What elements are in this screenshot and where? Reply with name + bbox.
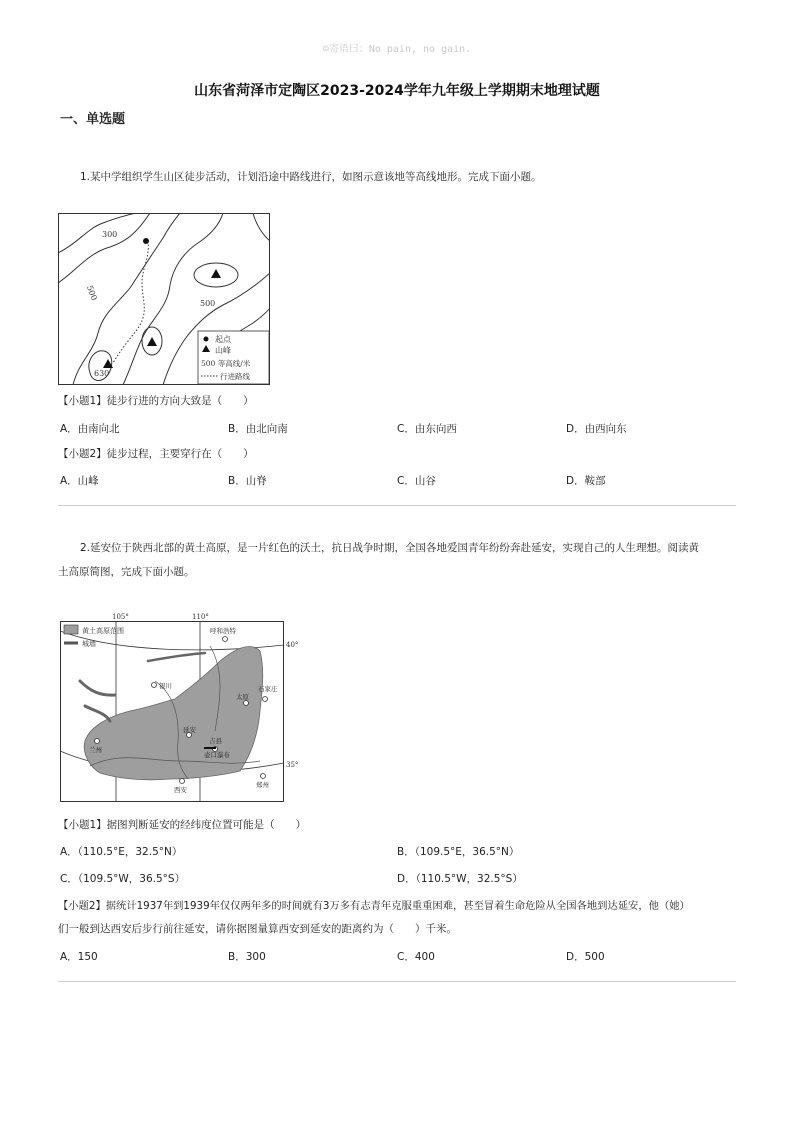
city-label: 郑州 <box>256 781 269 789</box>
q2-sub1-text: 【小题1】据图判断延安的经纬度位置可能是（ ） <box>58 819 307 831</box>
contour-label: 500 <box>200 299 216 308</box>
city-label: 延安 <box>183 726 196 734</box>
city-label: 吉县 <box>209 737 222 745</box>
q2-sub1-option-d[interactable]: D．（110.5°W，32.5°S） <box>397 873 523 885</box>
divider <box>58 981 736 982</box>
lon-label: 110° <box>192 613 209 621</box>
contour-label: 500 <box>84 284 99 302</box>
q1-sub2-option-a[interactable]: A．山峰 <box>60 475 99 487</box>
city-marker-icon <box>223 637 228 642</box>
legend-label: 黄土高原范围 <box>82 627 124 635</box>
q1-sub2-text: 【小题2】徒步过程，主要穿行在（ ） <box>58 448 254 460</box>
q2-stem-line2: 土高原简图，完成下面小题。 <box>58 566 195 578</box>
city-label: 银川 <box>159 682 172 690</box>
q2-sub2-option-b[interactable]: B．300 <box>228 951 266 963</box>
q1-sub1-option-d[interactable]: D．由西向东 <box>566 423 627 435</box>
watermark: ☺寄语曰：No pain, no gain. <box>322 44 472 55</box>
q2-sub1-option-a[interactable]: A．（110.5°E，32.5°N） <box>60 846 183 858</box>
contour-label: 300 <box>102 230 118 239</box>
page-title: 山东省菏泽市定陶区2023-2024学年九年级上学期期末地理试题 <box>194 83 600 99</box>
legend-label: 500 等高线/米 <box>201 359 251 368</box>
loess-plateau-map <box>60 611 300 803</box>
q1-sub1-option-a[interactable]: A．由南向北 <box>60 423 120 435</box>
city-marker-icon <box>244 701 249 706</box>
city-label: 呼和浩特 <box>210 627 236 635</box>
city-label: 太原 <box>236 693 249 701</box>
start-point-icon <box>204 337 209 342</box>
legend-label: 城墙 <box>82 640 96 648</box>
q1-sub1-text: 【小题1】徒步行进的方向大致是（ ） <box>58 395 254 407</box>
start-point-icon <box>143 238 149 244</box>
contour-label: 630 <box>94 369 110 378</box>
q2-stem-line1: 2.延安位于陕西北部的黄土高原，是一片红色的沃土，抗日战争时期，全国各地爱国青年纷纷奔赴延安，实现自己的人生理想。阅读黄 <box>80 542 700 554</box>
city-label: 兰州 <box>89 746 102 754</box>
q2-sub2-option-a[interactable]: A．150 <box>60 951 98 963</box>
city-marker-icon <box>263 697 268 702</box>
q2-sub2-option-c[interactable]: C．400 <box>397 951 435 963</box>
q2-sub2-option-d[interactable]: D．500 <box>566 951 605 963</box>
lon-label: 105° <box>112 613 129 621</box>
lat-label: 40° <box>286 641 299 649</box>
legend-label: 山峰 <box>215 346 231 355</box>
legend-label: 起点 <box>215 335 231 344</box>
legend-label: 行进路线 <box>220 372 250 381</box>
city-label: 西安 <box>174 786 187 794</box>
lat-label: 35° <box>286 761 299 769</box>
q1-sub1-option-b[interactable]: B．由北向南 <box>228 423 288 435</box>
q2-sub2-line2: 们一般到达西安后步行前往延安，请你据图量算西安到延安的距离约为（ ）千米。 <box>58 923 457 935</box>
q1-sub1-option-c[interactable]: C．由东向西 <box>397 423 457 435</box>
q2-sub2-line1: 【小题2】据统计1937年到1939年仅仅两年多的时间就有3万多有志青年克服重重困难，甚至冒着生命危险从全国各地到达延安，他（她） <box>58 900 690 912</box>
q1-sub2-option-d[interactable]: D．鞍部 <box>566 475 606 487</box>
section-heading: 一、单选题 <box>60 112 126 127</box>
q2-sub1-option-b[interactable]: B．（109.5°E，36.5°N） <box>397 846 520 858</box>
city-marker-icon <box>95 739 100 744</box>
city-label: 壶口瀑布 <box>204 751 230 759</box>
q1-sub2-option-b[interactable]: B．山脊 <box>228 475 267 487</box>
city-marker-icon <box>152 683 157 688</box>
city-marker-icon <box>261 774 266 779</box>
q2-sub1-option-c[interactable]: C．（109.5°W，36.5°S） <box>60 873 186 885</box>
contour-map <box>58 213 270 385</box>
city-marker-icon <box>180 779 185 784</box>
q1-sub2-option-c[interactable]: C．山谷 <box>397 475 436 487</box>
divider <box>58 505 736 506</box>
city-label: 石家庄 <box>258 685 278 693</box>
q1-stem: 1.某中学组织学生山区徒步活动，计划沿途中路线进行，如图示意该地等高线地形。完成下面小题。 <box>80 171 542 183</box>
